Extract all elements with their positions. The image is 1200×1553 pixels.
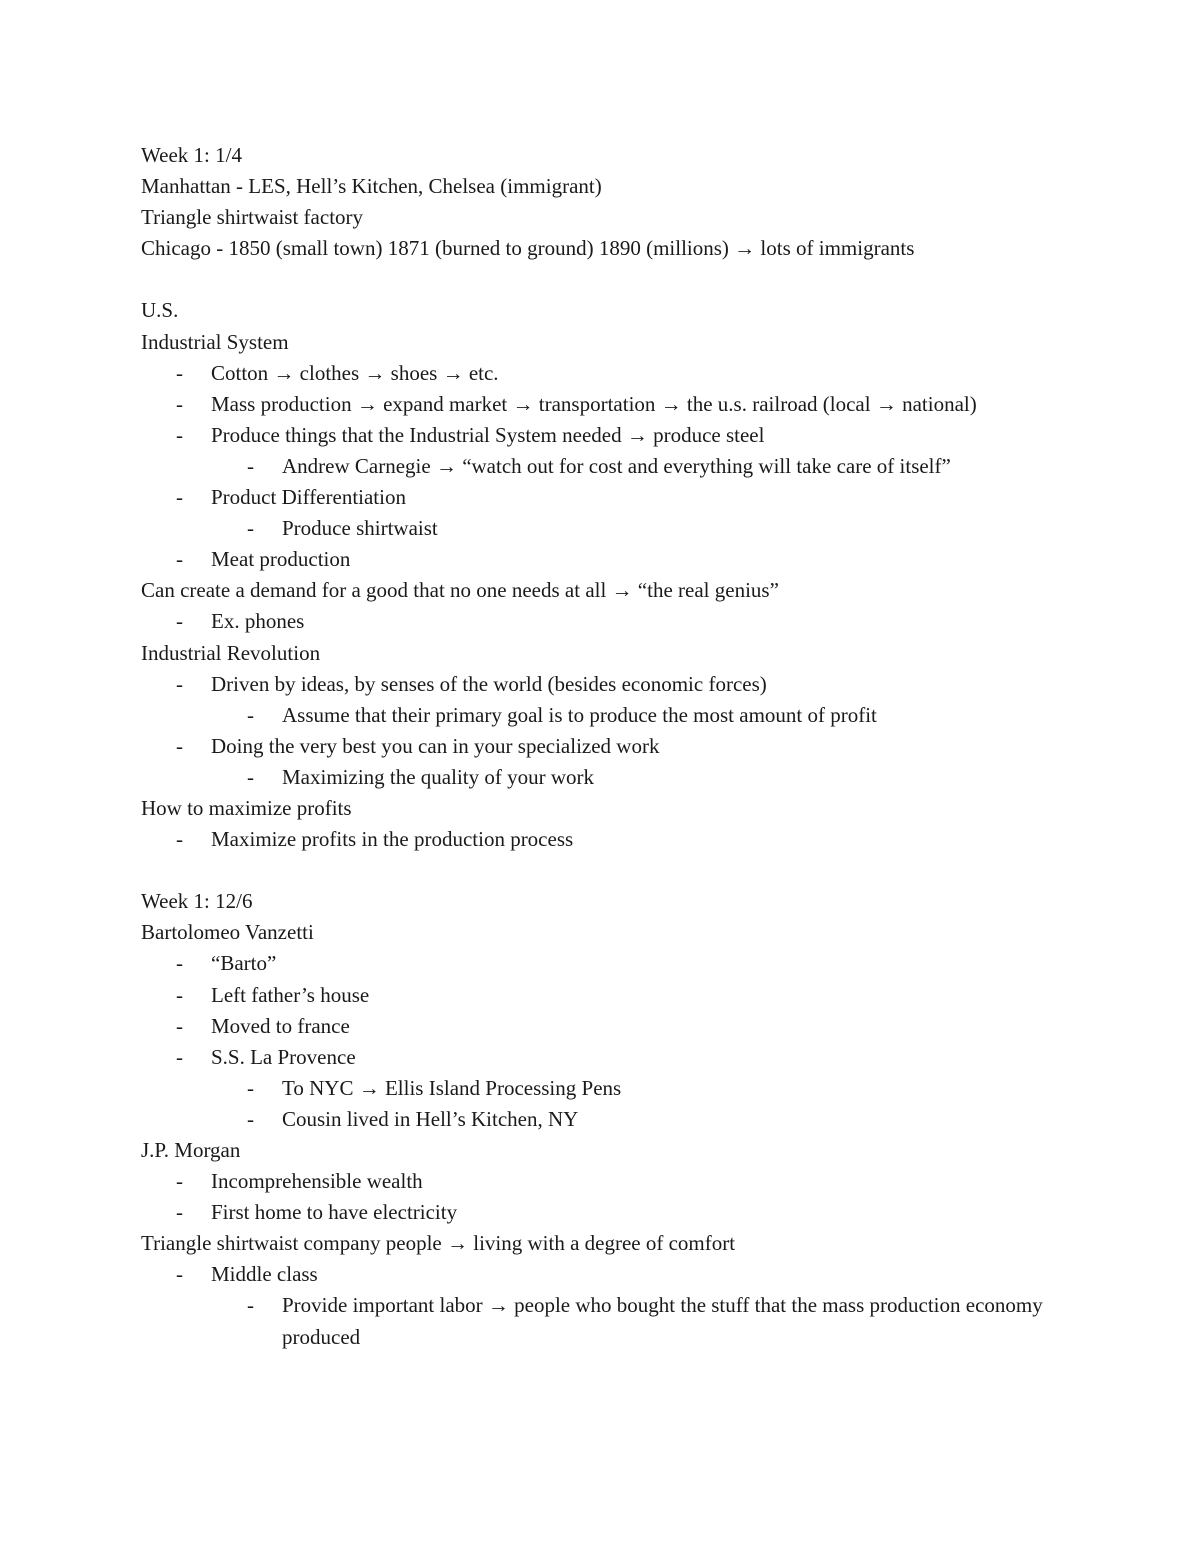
heading-line — [141, 917, 1071, 948]
line-text: Doing the very best you can in your specialized work — [211, 733, 660, 758]
bullet-dash: - — [176, 485, 183, 510]
bullet-dash: - — [176, 1200, 183, 1225]
bullet-dash: - — [176, 391, 183, 416]
bullet-item-level-1 — [141, 544, 1071, 575]
heading-line — [141, 295, 1071, 326]
bullet-dash: - — [176, 982, 183, 1007]
bullet-dash: - — [247, 516, 254, 541]
heading-line — [141, 1228, 1071, 1259]
heading-line — [141, 638, 1071, 669]
bullet-item-level-1 — [141, 980, 1071, 1011]
line-text: How to maximize profits — [141, 795, 352, 820]
bullet-dash: - — [176, 733, 183, 758]
line-text: Cotton → clothes → shoes → etc. — [211, 360, 499, 385]
heading-line — [141, 171, 1071, 202]
bullet-item-level-2 — [141, 513, 1071, 544]
line-text: J.P. Morgan — [141, 1138, 241, 1162]
line-text: Can create a demand for a good that no one needs at all → “the real genius” — [141, 578, 779, 603]
bullet-dash: - — [247, 453, 254, 478]
bullet-item-level-1 — [141, 669, 1071, 700]
line-text: S.S. La Provence — [211, 1044, 356, 1069]
bullet-item-level-2 — [141, 700, 1071, 731]
line-text: Middle class — [211, 1262, 318, 1287]
bullet-item-level-1 — [141, 824, 1071, 855]
bullet-item-level-1 — [141, 1042, 1071, 1073]
bullet-item-level-1 — [141, 389, 1071, 420]
line-text: To NYC → Ellis Island Processing Pens — [282, 1075, 622, 1100]
line-text: Triangle shirtwaist factory — [141, 205, 364, 230]
line-text: Produce things that the Industrial System needed → produce steel — [211, 422, 765, 447]
heading-line — [141, 793, 1071, 824]
bullet-item-level-1 — [141, 1011, 1071, 1042]
lecture-notes — [141, 140, 1071, 1353]
blank-line — [141, 264, 1071, 295]
line-text: Mass production → expand market → transportation → the u.s. railroad (local → national) — [211, 391, 977, 416]
heading-line — [141, 233, 1071, 264]
line-text: Manhattan - LES, Hell’s Kitchen, Chelsea (immigrant) — [141, 174, 602, 199]
bullet-dash: - — [247, 1075, 254, 1100]
bullet-dash: - — [176, 1262, 183, 1287]
bullet-item-level-2 — [141, 1104, 1071, 1135]
bullet-dash: - — [176, 951, 183, 976]
heading-line — [141, 140, 1071, 171]
line-text: Chicago - 1850 (small town) 1871 (burned to ground) 1890 (millions) → lots of immigrants — [141, 236, 915, 261]
heading-line — [141, 202, 1071, 233]
bullet-dash: - — [247, 1293, 254, 1318]
bullet-dash: - — [176, 671, 183, 696]
line-text: Left father’s house — [211, 982, 370, 1007]
bullet-item-level-2 — [141, 1290, 1071, 1352]
bullet-dash: - — [176, 360, 183, 385]
bullet-item-level-1 — [141, 948, 1071, 979]
line-text: Bartolomeo Vanzetti — [141, 920, 314, 945]
bullet-dash: - — [176, 827, 183, 852]
line-text: Andrew Carnegie → “watch out for cost and everything will take care of itself” — [282, 453, 951, 478]
line-text: Assume that their primary goal is to produce the most amount of profit — [282, 702, 877, 727]
heading-line — [141, 1135, 1071, 1166]
bullet-dash: - — [176, 1013, 183, 1038]
bullet-item-level-1 — [141, 420, 1071, 451]
bullet-item-level-1 — [141, 358, 1071, 389]
line-text: U.S. — [141, 298, 179, 323]
line-text: Provide important labor → people who bought the stuff that the mass production economy produced — [282, 1293, 1043, 1349]
line-text: Ex. phones — [211, 609, 305, 634]
line-text: Driven by ideas, by senses of the world (besides economic forces) — [211, 671, 767, 696]
line-text: First home to have electricity — [211, 1200, 458, 1225]
heading-line — [141, 327, 1071, 358]
heading-line — [141, 886, 1071, 917]
bullet-item-level-1 — [141, 1197, 1071, 1228]
bullet-item-level-1 — [141, 731, 1071, 762]
bullet-dash: - — [176, 1044, 183, 1069]
line-text: Product Differentiation — [211, 485, 406, 510]
heading-line — [141, 575, 1071, 606]
line-text: Moved to france — [211, 1013, 350, 1038]
line-text: Cousin lived in Hell’s Kitchen, NY — [282, 1106, 579, 1131]
bullet-item-level-2 — [141, 451, 1071, 482]
line-text: Week 1: 12/6 — [141, 889, 253, 914]
bullet-item-level-2 — [141, 1073, 1071, 1104]
bullet-dash: - — [176, 609, 183, 634]
line-text: Industrial Revolution — [141, 640, 321, 665]
bullet-item-level-1 — [141, 482, 1071, 513]
line-text: Week 1: 1/4 — [141, 143, 242, 167]
line-text: “Barto” — [211, 951, 277, 976]
line-text: Triangle shirtwaist company people → living with a degree of comfort — [141, 1231, 736, 1256]
bullet-item-level-2 — [141, 762, 1071, 793]
line-text: Incomprehensible wealth — [211, 1169, 423, 1194]
bullet-dash: - — [176, 422, 183, 447]
line-text: Meat production — [211, 547, 351, 572]
bullet-dash: - — [247, 702, 254, 727]
line-text: Industrial System — [141, 329, 289, 354]
bullet-dash: - — [247, 764, 254, 789]
line-text: Produce shirtwaist — [282, 516, 438, 541]
bullet-dash: - — [176, 1169, 183, 1194]
bullet-item-level-1 — [141, 606, 1071, 637]
bullet-item-level-1 — [141, 1259, 1071, 1290]
bullet-item-level-1 — [141, 1166, 1071, 1197]
line-text: Maximize profits in the production process — [211, 827, 574, 852]
line-text: Maximizing the quality of your work — [282, 764, 595, 789]
bullet-dash: - — [176, 547, 183, 572]
blank-line — [141, 855, 1071, 886]
bullet-dash: - — [247, 1106, 254, 1131]
